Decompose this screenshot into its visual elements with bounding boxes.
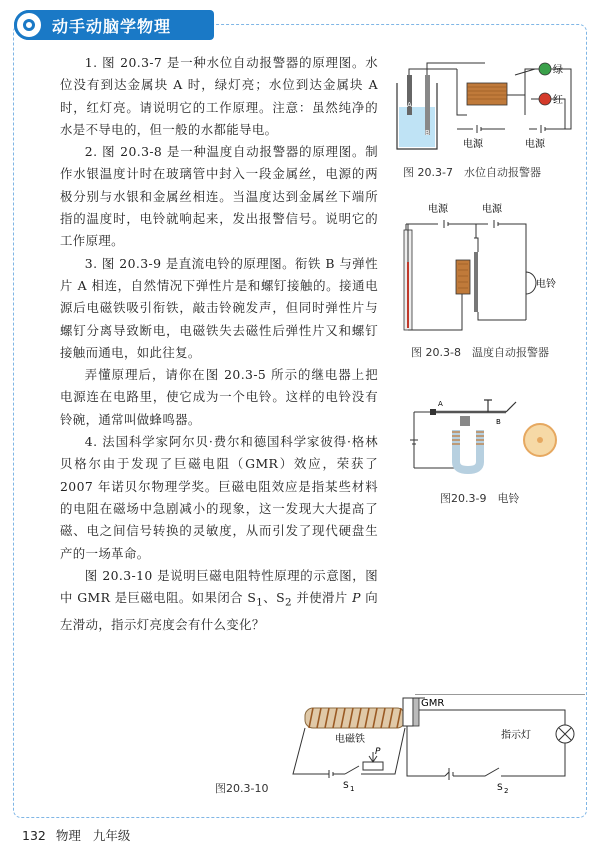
exercise-2: 2. 图 20.3-8 是一种温度自动报警器的原理图。制作水银温度计时在玻璃管中封入一段金属丝，电源的两极分别与水银和金属丝相连。当温度达到金属丝下端所指的温度时，电铃就响起来，发出报警信号。说明它的工作原理。 (60, 144, 378, 249)
exercise-4: 4. 法国科学家阿尔贝·费尔和德国科学家彼得·格林贝格尔由于发现了巨磁电阻（GMR）效应，荣获了 2007 年诺贝尔物理学奖。巨磁电阻效应是指某些材料的电阻在磁场中急剧减小的现象，这一发现大大提高了磁、电之间信号转换的灵敏度，从而引发了现代硬盘生产的一场革命。 (60, 434, 378, 561)
svg-text:电源: 电源 (482, 204, 502, 215)
svg-text:P: P (375, 747, 381, 757)
figure-electric-bell (400, 388, 560, 484)
figure-caption-20-3-10: 图20.3-10 (215, 782, 269, 795)
page-footer (22, 826, 130, 844)
svg-text:电源: 电源 (463, 139, 483, 150)
target-icon (14, 10, 44, 40)
svg-text:指示灯: 指示灯 (501, 730, 531, 741)
svg-text:B: B (496, 418, 501, 426)
figure-caption-20-3-7: 图 20.3-7 水位自动报警器 (403, 166, 541, 179)
figure-caption-20-3-9: 图20.3-9 电铃 (440, 492, 520, 505)
section-title: 动手动脑学物理 (52, 17, 172, 36)
svg-text:1: 1 (350, 785, 355, 793)
svg-text:A: A (407, 101, 412, 109)
figure-gmr-circuit (285, 694, 585, 798)
svg-text:电铃: 电铃 (536, 279, 556, 290)
exercise-4-question: 图 20.3-10 是说明巨磁电阻特性原理的示意图，图中 GMR 是巨磁电阻。如果闭合 $S_1$、$S_2$ 并使滑片 P 向左滑动，指示灯亮度会有什么变化？ (60, 567, 378, 632)
figure-temperature-alarm (398, 202, 578, 337)
svg-text:GMR: GMR (421, 698, 445, 709)
svg-text:A: A (438, 400, 443, 408)
exercise-1: 1. 图 20.3-7 是一种水位自动报警器的原理图。水位没有到达金属块 A 时，绿灯亮；水位到达金属块 A 时，红灯亮。请说明它的工作原理。注意：虽然纯净的水是不导电的，但一般的水都能导电。 (60, 55, 378, 137)
svg-text:电源: 电源 (428, 204, 448, 215)
grade-label: 九年级 (92, 828, 131, 843)
svg-text:绿: 绿 (553, 65, 563, 76)
svg-text:S: S (497, 783, 503, 793)
figure-water-level-alarm (395, 55, 575, 155)
svg-text:B: B (425, 129, 430, 137)
exercise-3-followup: 弄懂原理后，请你在图 20.3-5 所示的继电器上把电源连在电路里，使它成为一个电铃。这样的电铃没有铃碗，通常叫做蜂鸣器。 (60, 367, 378, 427)
exercise-3: 3. 图 20.3-9 是直流电铃的原理图。衔铁 B 与弹性片 A 相连，自然情况下弹性片是和螺钉接触的。接通电源后电磁铁吸引衔铁，敲击铃碗发声，但同时弹性片与螺钉分离导致断电，电磁铁失去磁性后弹性片又和螺钉接触而通电，如此往复。 (60, 255, 378, 360)
svg-text:电磁铁: 电磁铁 (335, 734, 365, 745)
subject-label: 物理 (55, 828, 81, 843)
figure-caption-20-3-8: 图 20.3-8 温度自动报警器 (411, 346, 549, 359)
svg-text:电源: 电源 (525, 139, 545, 150)
svg-text:2: 2 (504, 787, 509, 795)
svg-text:红: 红 (553, 95, 563, 106)
text-column-upper (60, 52, 378, 636)
page-number: 132 (22, 828, 46, 843)
svg-text:S: S (343, 781, 349, 791)
